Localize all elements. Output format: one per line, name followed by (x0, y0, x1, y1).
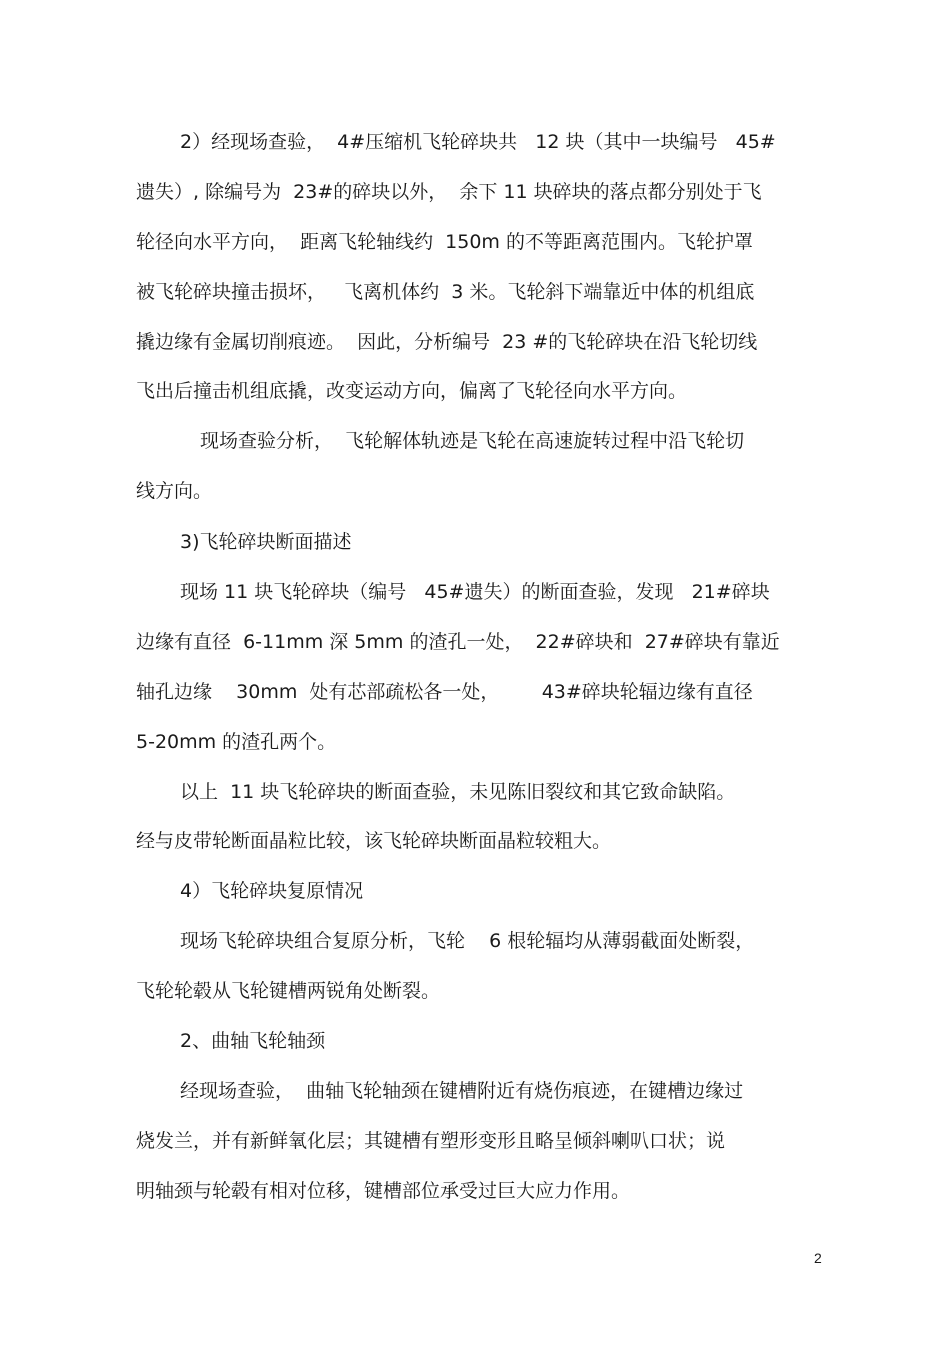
text-line: 飞出后撞击机组底撬，改变运动方向，偏离了飞轮径向水平方向。 (136, 380, 688, 402)
text-line: 烧发兰，并有新鲜氧化层；其键槽有塑形变形且略呈倾斜喇叭口状；说 (136, 1130, 726, 1152)
text-line: 线方向。 (136, 480, 213, 502)
text-line: 现场查验分析， 飞轮解体轨迹是飞轮在高速旋转过程中沿飞轮切 (200, 430, 745, 452)
page-number: 2 (814, 1250, 822, 1266)
text-line: 现场飞轮碎块组合复原分析，飞轮 6 根轮辐均从薄弱截面处断裂， (180, 930, 755, 952)
section-heading: 2、曲轴飞轮轴颈 (180, 1030, 326, 1052)
text-line: 遗失）, 除编号为 23#的碎块以外， 余下 11 块碎块的落点都分别处于飞 (136, 181, 762, 203)
text-line: 以上 11 块飞轮碎块的断面查验，未见陈旧裂纹和其它致命缺陷。 (180, 781, 736, 803)
text-line: 明轴颈与轮毂有相对位移，键槽部位承受过巨大应力作用。 (136, 1180, 631, 1202)
text-line: 轮径向水平方向， 距离飞轮轴线约 150m 的不等距离范围内。飞轮护罩 (136, 231, 753, 253)
text-line: 飞轮轮毂从飞轮键槽两锐角处断裂。 (136, 980, 441, 1002)
text-line: 边缘有直径 6-11mm 深 5mm 的渣孔一处， 22#碎块和 27#碎块有靠近 (136, 631, 780, 653)
section-heading: 3)飞轮碎块断面描述 (180, 531, 352, 553)
text-line: 经现场查验， 曲轴飞轮轴颈在键槽附近有烧伤痕迹，在键槽边缘过 (180, 1080, 744, 1102)
text-line: 被飞轮碎块撞击损坏， 飞离机体约 3 米。飞轮斜下端靠近中体的机组底 (136, 281, 755, 303)
text-line: 轴孔边缘 30mm 处有芯部疏松各一处， 43#碎块轮辐边缘有直径 (136, 681, 753, 703)
text-line: 2）经现场查验， 4#压缩机飞轮碎块共 12 块（其中一块编号 45# (180, 131, 776, 153)
text-line: 现场 11 块飞轮碎块（编号 45#遗失）的断面查验，发现 21#碎块 (180, 581, 770, 603)
text-line: 撬边缘有金属切削痕迹。 因此，分析编号 23 #的飞轮碎块在沿飞轮切线 (136, 331, 758, 353)
text-line: 5-20mm 的渣孔两个。 (136, 731, 337, 753)
text-line: 经与皮带轮断面晶粒比较，该飞轮碎块断面晶粒较粗大。 (136, 830, 612, 852)
section-heading: 4）飞轮碎块复原情况 (180, 880, 364, 902)
